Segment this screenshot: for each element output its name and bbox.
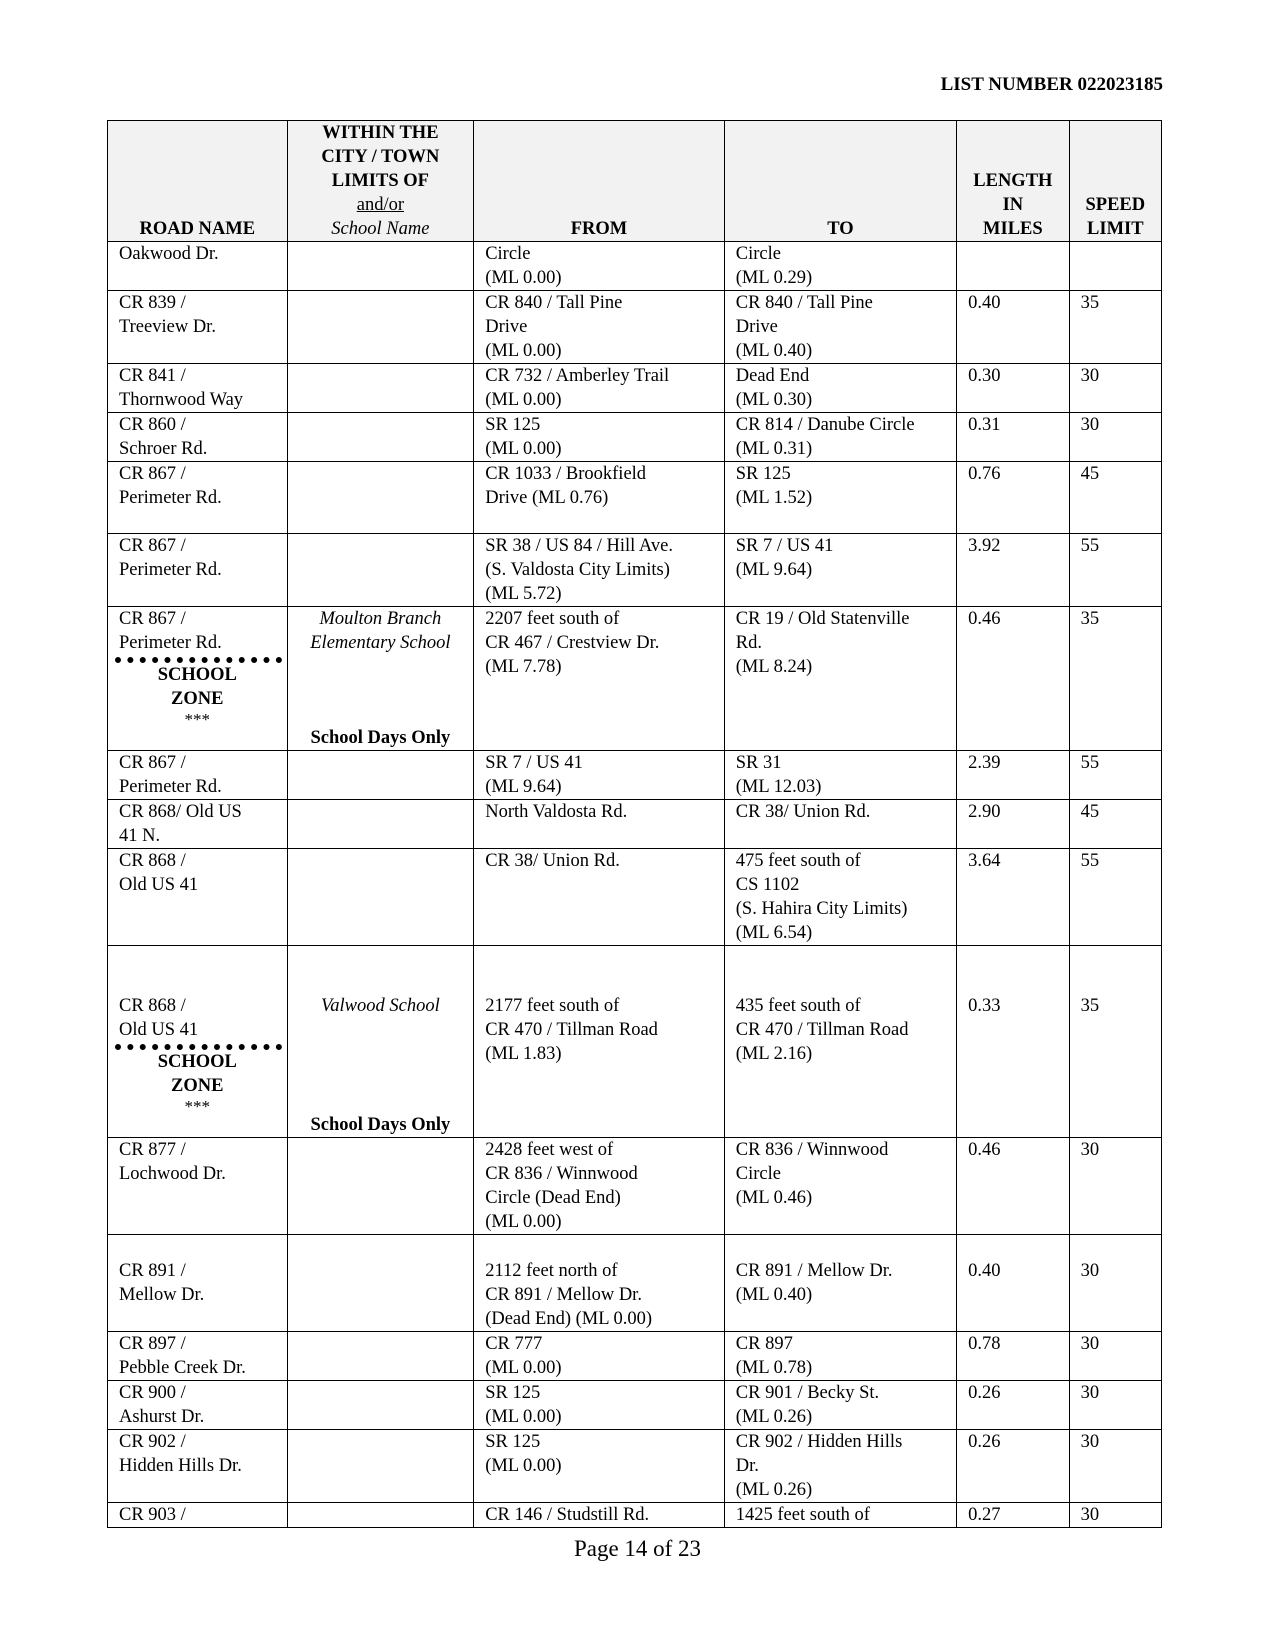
to-cell bbox=[724, 1138, 956, 1235]
cell-line: CR 867 / bbox=[119, 536, 186, 556]
cell-line: Ashurst Dr. bbox=[119, 1407, 205, 1427]
school-zone-label: SCHOOL bbox=[157, 1052, 237, 1072]
cell-line: (ML 0.00) bbox=[485, 1456, 562, 1476]
road-name-cell bbox=[108, 800, 288, 849]
cell-line: Treeview Dr. bbox=[119, 317, 216, 337]
to-cell bbox=[724, 413, 956, 462]
cell-line: CR 900 / bbox=[119, 1383, 186, 1403]
cell-line: CR 467 / Crestview Dr. bbox=[485, 633, 660, 653]
length-cell: 0.40 bbox=[957, 291, 1070, 364]
table-row bbox=[108, 1138, 1162, 1235]
to-cell bbox=[724, 751, 956, 800]
header-within-line: CITY / TOWN bbox=[321, 147, 440, 167]
cell-line: 2112 feet north of bbox=[485, 1261, 618, 1281]
cell-line: CR 868 / bbox=[119, 851, 186, 871]
city-limits-cell bbox=[287, 800, 474, 849]
school-zone-stars: *** bbox=[184, 710, 211, 729]
to-cell bbox=[724, 534, 956, 607]
table-row bbox=[108, 1430, 1162, 1503]
cell-line: SR 7 / US 41 bbox=[485, 753, 583, 773]
cell-line: CR 840 / Tall Pine bbox=[735, 293, 873, 313]
speed-cell: 45 bbox=[1069, 462, 1161, 534]
cell-line: CR 860 / bbox=[119, 415, 186, 435]
cell-line: (ML 0.00) bbox=[485, 1212, 562, 1232]
city-limits-cell bbox=[287, 751, 474, 800]
cell-line: Thornwood Way bbox=[119, 390, 244, 410]
city-limits-cell bbox=[287, 1235, 474, 1332]
to-cell bbox=[724, 462, 956, 534]
table-row bbox=[108, 800, 1162, 849]
cell-line: CR 814 / Danube Circle bbox=[735, 415, 915, 435]
speed-limit-table bbox=[107, 120, 1162, 1528]
length-cell: 0.46 bbox=[957, 607, 1070, 751]
cell-line: CR 891 / bbox=[119, 1261, 186, 1281]
cell-line: Old US 41 bbox=[119, 1020, 199, 1040]
city-limits-cell bbox=[287, 1138, 474, 1235]
road-name-cell bbox=[108, 1138, 288, 1235]
table-row bbox=[108, 534, 1162, 607]
header-length-line: MILES bbox=[983, 219, 1043, 239]
cell-line: CR 470 / Tillman Road bbox=[735, 1020, 909, 1040]
city-limits-cell bbox=[287, 1381, 474, 1430]
city-limits-cell bbox=[287, 462, 474, 534]
cell-line: SR 38 / US 84 / Hill Ave. bbox=[485, 536, 673, 556]
cell-line: (ML 8.24) bbox=[735, 657, 813, 677]
speed-cell: 30 bbox=[1069, 1235, 1161, 1332]
cell-line: CR 836 / Winnwood bbox=[485, 1164, 638, 1184]
road-name-cell bbox=[108, 1381, 288, 1430]
cell-line: Drive bbox=[735, 317, 778, 337]
header-length-line: LENGTH bbox=[973, 171, 1053, 191]
to-cell bbox=[724, 242, 956, 291]
cell-line: North Valdosta Rd. bbox=[485, 802, 628, 822]
cell-line: CR 867 / bbox=[119, 464, 186, 484]
speed-cell: 35 bbox=[1069, 946, 1161, 1138]
from-cell bbox=[474, 849, 725, 946]
road-name-cell bbox=[108, 413, 288, 462]
road-name-cell bbox=[108, 751, 288, 800]
cell-line: 1425 feet south of bbox=[735, 1505, 870, 1525]
cell-line: Pebble Creek Dr. bbox=[119, 1358, 246, 1378]
table-row bbox=[108, 1332, 1162, 1381]
length-cell: 0.40 bbox=[957, 1235, 1070, 1332]
city-limits-cell bbox=[287, 1332, 474, 1381]
table-row bbox=[108, 1381, 1162, 1430]
cell-line: (ML 5.72) bbox=[485, 584, 562, 604]
cell-line: CR 836 / Winnwood bbox=[735, 1140, 889, 1160]
cell-line: (ML 0.00) bbox=[485, 439, 562, 459]
cell-line: CR 732 / Amberley Trail bbox=[485, 366, 670, 386]
cell-line: 475 feet south of bbox=[735, 851, 861, 871]
cell-line: CR 840 / Tall Pine bbox=[485, 293, 623, 313]
header-length bbox=[957, 121, 1070, 242]
speed-cell bbox=[1069, 242, 1161, 291]
length-cell: 0.46 bbox=[957, 1138, 1070, 1235]
cell-line: (ML 0.40) bbox=[735, 1285, 813, 1305]
table-row bbox=[108, 849, 1162, 946]
header-to: TO bbox=[724, 121, 956, 242]
cell-line: (ML 0.00) bbox=[485, 1407, 562, 1427]
cell-line: CS 1102 bbox=[735, 875, 800, 895]
cell-line: Perimeter Rd. bbox=[119, 777, 222, 797]
road-name-cell bbox=[108, 849, 288, 946]
road-name-cell bbox=[108, 1235, 288, 1332]
length-cell: 0.78 bbox=[957, 1332, 1070, 1381]
header-length-line: IN bbox=[1002, 195, 1024, 215]
cell-line: 2207 feet south of bbox=[485, 609, 620, 629]
cell-line: CR 19 / Old Statenville bbox=[735, 609, 910, 629]
speed-cell: 30 bbox=[1069, 364, 1161, 413]
speed-cell: 45 bbox=[1069, 800, 1161, 849]
cell-line: CR 877 / bbox=[119, 1140, 186, 1160]
cell-line: CR 868/ Old US bbox=[119, 802, 242, 822]
cell-line: (ML 12.03) bbox=[735, 777, 822, 797]
to-cell bbox=[724, 1503, 956, 1528]
from-cell bbox=[474, 462, 725, 534]
header-speed-line: LIMIT bbox=[1087, 219, 1144, 239]
table-row bbox=[108, 1503, 1162, 1528]
cell-line: (ML 1.83) bbox=[485, 1044, 562, 1064]
table-row bbox=[108, 413, 1162, 462]
cell-line: (Dead End) (ML 0.00) bbox=[485, 1309, 652, 1329]
header-within-line: LIMITS OF bbox=[331, 171, 429, 191]
road-name-cell bbox=[108, 1332, 288, 1381]
cell-line: Elementary School bbox=[310, 633, 451, 653]
to-cell bbox=[724, 364, 956, 413]
from-cell bbox=[474, 751, 725, 800]
cell-line: CR 38/ Union Rd. bbox=[485, 851, 620, 871]
length-cell: 0.26 bbox=[957, 1381, 1070, 1430]
page-number: Page 14 of 23 bbox=[573, 1536, 702, 1561]
cell-line: (ML 9.64) bbox=[735, 560, 813, 580]
cell-line: Moulton Branch bbox=[319, 609, 442, 629]
cell-line: CR 902 / bbox=[119, 1432, 186, 1452]
from-cell bbox=[474, 1235, 725, 1332]
length-cell: 0.30 bbox=[957, 364, 1070, 413]
cell-line: Old US 41 bbox=[119, 875, 199, 895]
length-cell: 2.39 bbox=[957, 751, 1070, 800]
cell-line: CR 867 / bbox=[119, 609, 186, 629]
city-limits-cell bbox=[287, 413, 474, 462]
city-limits-cell bbox=[287, 242, 474, 291]
cell-line: CR 38/ Union Rd. bbox=[735, 802, 871, 822]
from-cell bbox=[474, 364, 725, 413]
to-cell bbox=[724, 607, 956, 751]
cell-line: (ML 0.31) bbox=[735, 439, 813, 459]
road-name-cell bbox=[108, 364, 288, 413]
cell-line: Lochwood Dr. bbox=[119, 1164, 226, 1184]
road-name-cell bbox=[108, 462, 288, 534]
cell-line: Circle bbox=[735, 244, 781, 264]
from-cell bbox=[474, 242, 725, 291]
cell-line: CR 777 bbox=[485, 1334, 543, 1354]
cell-line: CR 891 / Mellow Dr. bbox=[485, 1285, 642, 1305]
header-speed-line: SPEED bbox=[1085, 195, 1146, 215]
to-cell bbox=[724, 946, 956, 1138]
length-cell: 3.92 bbox=[957, 534, 1070, 607]
city-limits-cell bbox=[287, 946, 474, 1138]
length-cell: 0.76 bbox=[957, 462, 1070, 534]
cell-line: SR 125 bbox=[735, 464, 791, 484]
city-limits-cell bbox=[287, 364, 474, 413]
cell-line: Hidden Hills Dr. bbox=[119, 1456, 242, 1476]
speed-cell: 30 bbox=[1069, 1332, 1161, 1381]
cell-line: (S. Hahira City Limits) bbox=[735, 899, 908, 919]
cell-line: SR 7 / US 41 bbox=[735, 536, 834, 556]
city-limits-cell bbox=[287, 607, 474, 751]
from-cell bbox=[474, 1138, 725, 1235]
city-limits-cell bbox=[287, 849, 474, 946]
header-row bbox=[108, 121, 1162, 242]
to-cell bbox=[724, 291, 956, 364]
length-cell: 0.26 bbox=[957, 1430, 1070, 1503]
cell-line: Circle bbox=[485, 244, 531, 264]
cell-line: CR 902 / Hidden Hills bbox=[735, 1432, 903, 1452]
cell-line: CR 867 / bbox=[119, 753, 186, 773]
cell-line: (S. Valdosta City Limits) bbox=[485, 560, 670, 580]
header-within-line: WITHIN THE bbox=[322, 123, 439, 143]
header-within-city bbox=[287, 121, 474, 242]
cell-line: (ML 9.64) bbox=[485, 777, 562, 797]
speed-cell: 30 bbox=[1069, 1138, 1161, 1235]
cell-line: CR 868 / bbox=[119, 996, 186, 1016]
cell-line: SR 31 bbox=[735, 753, 782, 773]
cell-line: CR 841 / bbox=[119, 366, 186, 386]
cell-line: Dead End bbox=[735, 366, 810, 386]
road-name-cell bbox=[108, 1503, 288, 1528]
from-cell bbox=[474, 413, 725, 462]
from-cell bbox=[474, 534, 725, 607]
road-name-cell bbox=[108, 291, 288, 364]
cell-line: Rd. bbox=[735, 633, 762, 653]
cell-line: (ML 1.52) bbox=[735, 488, 813, 508]
cell-line: (ML 0.26) bbox=[735, 1480, 813, 1500]
table-row bbox=[108, 364, 1162, 413]
cell-line: 2428 feet west of bbox=[485, 1140, 614, 1160]
cell-line: (ML 2.16) bbox=[735, 1044, 813, 1064]
cell-line: (ML 7.78) bbox=[485, 657, 562, 677]
from-cell bbox=[474, 946, 725, 1138]
from-cell bbox=[474, 1430, 725, 1503]
cell-line: 2177 feet south of bbox=[485, 996, 620, 1016]
list-number: LIST NUMBER 022023185 bbox=[940, 74, 1163, 95]
cell-line: Perimeter Rd. bbox=[119, 560, 222, 580]
length-cell: 3.64 bbox=[957, 849, 1070, 946]
header-from: FROM bbox=[474, 121, 725, 242]
cell-line: CR 897 bbox=[735, 1334, 793, 1354]
table-body bbox=[108, 242, 1162, 1528]
school-days-label: School Days Only bbox=[310, 1115, 451, 1135]
speed-cell: 55 bbox=[1069, 849, 1161, 946]
cell-line: 41 N. bbox=[119, 826, 161, 846]
table-row bbox=[108, 946, 1162, 1138]
speed-cell: 55 bbox=[1069, 751, 1161, 800]
cell-line: (ML 0.46) bbox=[735, 1188, 813, 1208]
cell-line: Oakwood Dr. bbox=[119, 244, 219, 264]
school-zone-label: ZONE bbox=[171, 1076, 224, 1096]
to-cell bbox=[724, 1235, 956, 1332]
cell-line: Perimeter Rd. bbox=[119, 633, 222, 653]
cell-line: Schroer Rd. bbox=[119, 439, 208, 459]
cell-line: CR 903 / bbox=[119, 1505, 186, 1525]
from-cell bbox=[474, 291, 725, 364]
speed-cell: 55 bbox=[1069, 534, 1161, 607]
cell-line: SR 125 bbox=[485, 1432, 541, 1452]
cell-line: (ML 0.29) bbox=[735, 268, 813, 288]
city-limits-cell bbox=[287, 534, 474, 607]
cell-line: (ML 0.00) bbox=[485, 268, 562, 288]
from-cell bbox=[474, 1381, 725, 1430]
length-cell bbox=[957, 242, 1070, 291]
cell-line: (ML 0.26) bbox=[735, 1407, 813, 1427]
city-limits-cell bbox=[287, 1503, 474, 1528]
to-cell bbox=[724, 1332, 956, 1381]
school-days-label: School Days Only bbox=[310, 728, 451, 748]
cell-line: Perimeter Rd. bbox=[119, 488, 222, 508]
cell-line: Drive (ML 0.76) bbox=[485, 488, 609, 508]
cell-line: CR 897 / bbox=[119, 1334, 186, 1354]
speed-cell: 30 bbox=[1069, 1503, 1161, 1528]
road-name-cell bbox=[108, 607, 288, 751]
header-school-name: School Name bbox=[331, 219, 430, 239]
cell-line: SR 125 bbox=[485, 415, 541, 435]
cell-line: Circle bbox=[735, 1164, 781, 1184]
length-cell: 0.33 bbox=[957, 946, 1070, 1138]
table-row bbox=[108, 607, 1162, 751]
cell-line: Drive bbox=[485, 317, 528, 337]
school-zone-label: SCHOOL bbox=[157, 665, 237, 685]
header-speed bbox=[1069, 121, 1161, 242]
table-row bbox=[108, 291, 1162, 364]
to-cell bbox=[724, 800, 956, 849]
cell-line: (ML 6.54) bbox=[735, 923, 813, 943]
school-zone-label: ZONE bbox=[171, 689, 224, 709]
cell-line: Dr. bbox=[735, 1456, 759, 1476]
road-name-cell bbox=[108, 946, 288, 1138]
speed-cell: 35 bbox=[1069, 291, 1161, 364]
length-cell: 2.90 bbox=[957, 800, 1070, 849]
cell-line: CR 470 / Tillman Road bbox=[485, 1020, 658, 1040]
city-limits-cell bbox=[287, 291, 474, 364]
road-name-cell bbox=[108, 1430, 288, 1503]
cell-line: Valwood School bbox=[321, 996, 440, 1016]
cell-line: Circle (Dead End) bbox=[485, 1188, 621, 1208]
cell-line: CR 146 / Studstill Rd. bbox=[485, 1505, 650, 1525]
table-row bbox=[108, 751, 1162, 800]
header-road-name: ROAD NAME bbox=[108, 121, 288, 242]
speed-cell: 30 bbox=[1069, 413, 1161, 462]
from-cell bbox=[474, 1503, 725, 1528]
speed-cell: 30 bbox=[1069, 1381, 1161, 1430]
cell-line: CR 839 / bbox=[119, 293, 186, 313]
cell-line: Mellow Dr. bbox=[119, 1285, 205, 1305]
cell-line: (ML 0.00) bbox=[485, 390, 562, 410]
from-cell bbox=[474, 1332, 725, 1381]
to-cell bbox=[724, 849, 956, 946]
speed-cell: 30 bbox=[1069, 1430, 1161, 1503]
length-cell: 0.27 bbox=[957, 1503, 1070, 1528]
road-name-cell bbox=[108, 534, 288, 607]
cell-line: CR 901 / Becky St. bbox=[735, 1383, 880, 1403]
cell-line: (ML 0.00) bbox=[485, 341, 562, 361]
table-row bbox=[108, 1235, 1162, 1332]
cell-line: 435 feet south of bbox=[735, 996, 861, 1016]
table-row bbox=[108, 242, 1162, 291]
from-cell bbox=[474, 800, 725, 849]
cell-line: CR 1033 / Brookfield bbox=[485, 464, 647, 484]
cell-line: (ML 0.30) bbox=[735, 390, 813, 410]
city-limits-cell bbox=[287, 1430, 474, 1503]
table-row bbox=[108, 462, 1162, 534]
speed-cell: 35 bbox=[1069, 607, 1161, 751]
cell-line: (ML 0.78) bbox=[735, 1358, 813, 1378]
from-cell bbox=[474, 607, 725, 751]
cell-line: CR 891 / Mellow Dr. bbox=[735, 1261, 893, 1281]
cell-line: (ML 0.00) bbox=[485, 1358, 562, 1378]
road-name-cell bbox=[108, 242, 288, 291]
to-cell bbox=[724, 1430, 956, 1503]
length-cell: 0.31 bbox=[957, 413, 1070, 462]
cell-line: SR 125 bbox=[485, 1383, 541, 1403]
cell-line: (ML 0.40) bbox=[735, 341, 813, 361]
to-cell bbox=[724, 1381, 956, 1430]
school-zone-stars: *** bbox=[184, 1097, 211, 1116]
header-andor: and/or bbox=[356, 195, 404, 215]
